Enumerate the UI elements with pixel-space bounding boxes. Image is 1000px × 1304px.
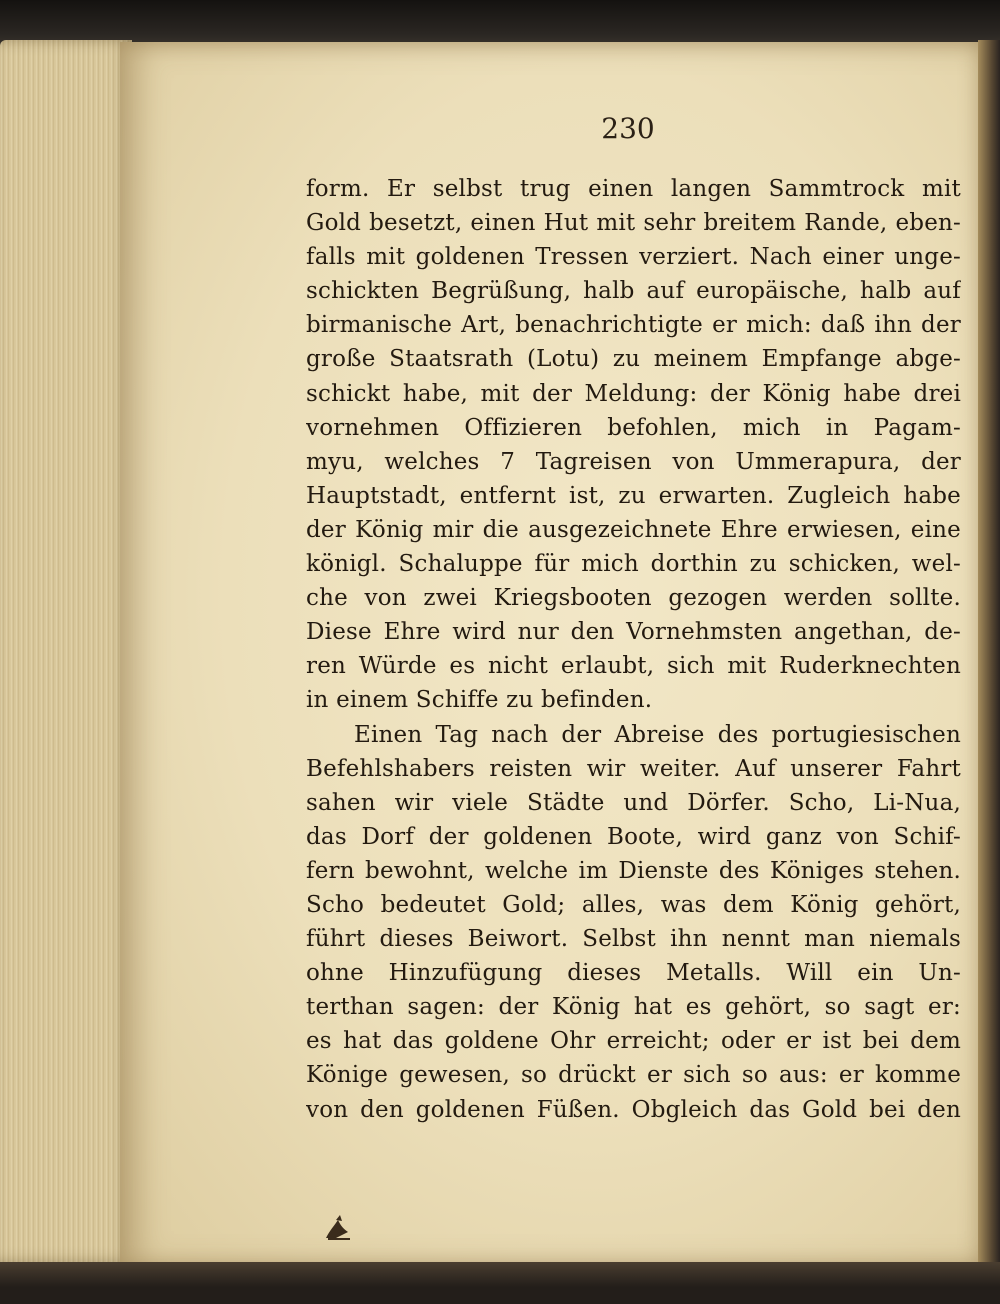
- text-line: ren Würde es nicht erlaubt, sich mit Ruderknechten: [306, 653, 961, 680]
- text-line: form. Er selbst trug einen langen Sammtrock mit: [306, 176, 961, 202]
- text-line: birmanische Art, benachrichtigte er mich: daß ihn der: [306, 312, 961, 339]
- text-line: königl. Schaluppe für mich dorthin zu schicken, wel-: [306, 551, 961, 578]
- text-line: myu, welches 7 Tagreisen von Ummerapura, der: [306, 448, 961, 475]
- text-line: terthan sagen: der König hat es gehört, so sagt er:: [306, 994, 961, 1021]
- printer-ornament-icon: [322, 1212, 354, 1242]
- text-line: sahen wir viele Städte und Dörfer. Scho, Li-Nua,: [306, 789, 961, 816]
- text-line: Befehlshabers reisten wir weiter. Auf unserer Fahrt: [306, 755, 961, 782]
- top-shadow: [0, 0, 1000, 48]
- body-text: [306, 172, 961, 1127]
- text-line: Hauptstadt, entfernt ist, zu erwarten. Zugleich habe: [306, 482, 961, 509]
- text-line: es hat das goldene Ohr erreicht; oder er ist bei dem: [306, 1028, 961, 1055]
- text-line: vornehmen Offizieren befohlen, mich in Pagam-: [306, 414, 961, 441]
- text-line: große Staatsrath (Lotu) zu meinem Empfange abge-: [306, 346, 961, 373]
- text-line: das Dorf der goldenen Boote, wird ganz von Schif-: [306, 823, 961, 850]
- page-number: 230: [601, 112, 655, 145]
- text-line: che von zwei Kriegsbooten gezogen werden sollte.: [306, 585, 961, 612]
- text-line: von den goldenen Füßen. Obgleich das Gold bei den: [306, 1096, 961, 1123]
- text-line: führt dieses Beiwort. Selbst ihn nennt man niemals: [306, 926, 961, 953]
- text-line: Gold besetzt, einen Hut mit sehr breitem Rande, eben-: [306, 210, 961, 237]
- text-line: der König mir die ausgezeichnete Ehre erwiesen, eine: [306, 516, 961, 543]
- text-line: fern bewohnt, welche im Dienste des Königes stehen.: [306, 857, 961, 884]
- text-line: schickt habe, mit der Meldung: der König habe drei: [306, 380, 961, 407]
- text-line: Diese Ehre wird nur den Vornehmsten angethan, de-: [306, 619, 961, 646]
- text-line: ohne Hinzufügung dieses Metalls. Will ein Un-: [306, 960, 961, 987]
- page-stack: [0, 40, 132, 1262]
- text-line: Könige gewesen, so drückt er sich so aus: er komme: [306, 1062, 961, 1089]
- text-line: Einen Tag nach der Abreise des portugiesischen: [354, 721, 961, 748]
- text-line: Scho bedeutet Gold; alles, was dem König gehört,: [306, 891, 961, 918]
- book-right-edge: [978, 40, 1000, 1280]
- text-line: schickten Begrüßung, halb auf europäische, halb auf: [306, 278, 961, 305]
- bottom-shadow: [0, 1262, 1000, 1304]
- text-line: falls mit goldenen Tressen verziert. Nach einer unge-: [306, 244, 961, 271]
- text-line: in einem Schiffe zu befinden.: [306, 687, 653, 714]
